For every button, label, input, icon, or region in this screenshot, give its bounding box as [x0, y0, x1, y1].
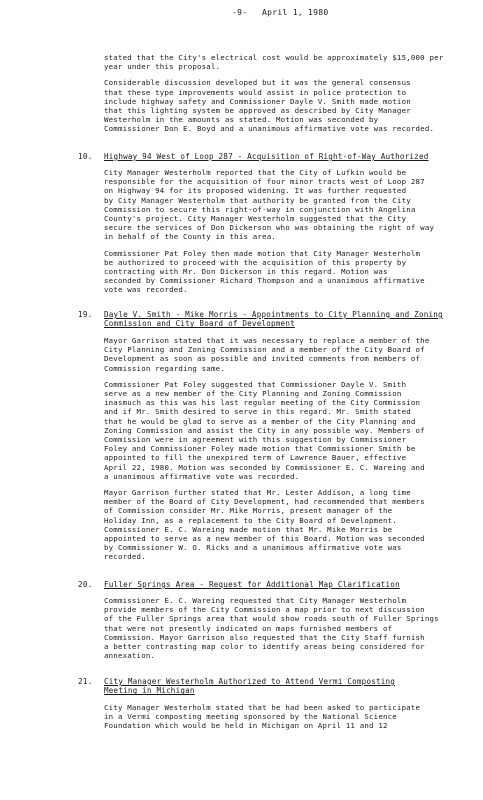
text-line: Zoning Commission and assist the City in any possible way. Members of: [104, 425, 425, 435]
text-line: appointed to fill the unexpired term of Lawrence Bauer, effective: [104, 453, 407, 463]
item-title: [104, 152, 428, 161]
item-body: [104, 703, 444, 738]
title-line: Fuller Springs Area - Request for Additional Map Clarification: [104, 580, 400, 589]
text-line: of the Fuller Springs area that would show roads south of Fuller Springs: [104, 614, 439, 624]
text-line: secure the services of Don Dickerson who was obtaining the right of way: [104, 223, 435, 233]
text-line: member of the Board of City Development, had recommended that members: [104, 497, 425, 507]
text-line: appointed to serve as a new member of this Board. Motion was seconded: [104, 534, 425, 544]
text-line: that were not presently indicated on maps furnished members of: [104, 623, 393, 633]
paragraph: [104, 488, 444, 562]
text-line: Commissioner E. C. Wareing requested that City Manager Westerholm: [104, 596, 407, 605]
text-line: seconded by Commissioner Richard Thompson and a unanimous affirmative: [104, 276, 425, 286]
paragraph: [104, 336, 444, 373]
text-line: annexation.: [104, 651, 156, 661]
item-title: [104, 677, 395, 696]
page-date: April 1, 1980: [262, 8, 329, 17]
text-line: City Planning and Zoning Commission and a member of the City Board of: [104, 345, 425, 355]
title-line: Dayle V. Smith - Mike Morris - Appointments to City Planning and Zoning: [104, 310, 443, 319]
text-line: Westerholm in the amounts as stated. Motion was seconded by: [104, 115, 379, 125]
text-line: Holiday Inn, as a replacement to the City Board of Development.: [104, 515, 397, 525]
item-number: 21.: [78, 677, 93, 686]
paragraph: [104, 380, 444, 481]
paragraph: [104, 168, 444, 242]
text-line: Mayor Garrison stated that it was necessary to replace a member of the: [104, 336, 430, 345]
paragraph: [104, 596, 444, 660]
text-line: Foley and Commissioner Foley made motion that Commissioner Smith be: [104, 444, 416, 454]
item-number: 10.: [78, 152, 93, 161]
text-line: Considerable discussion developed but it was the general consensus: [104, 78, 411, 88]
item-number: 19.: [78, 310, 93, 319]
text-line: by Commissioner W. O. Ricks and a unanimous affirmative vote was: [104, 543, 402, 553]
text-line: and if Mr. Smith desired to serve in this regard. Mr. Smith stated: [104, 407, 411, 417]
text-line: City Manager Westerholm stated that he had been asked to participate: [104, 703, 421, 712]
text-line: City Manager Westerholm reported that the City of Lufkin would be: [104, 168, 407, 177]
text-line: Mayor Garrison further stated that Mr. Lester Addison, a long time: [104, 488, 411, 498]
item-body: [104, 596, 444, 667]
text-line: April 22, 1980. Motion was seconded by Commissioner E. C. Wareing and: [104, 462, 425, 472]
text-line: Commission were in agreement with this suggestion by Commissioner: [104, 435, 407, 445]
title-line: Highway 94 West of Loop 287 - Acquisition of Right-of-Way Authorized: [104, 152, 429, 161]
text-line: serve as a new member of the City Planning and Zoning Commission: [104, 389, 402, 399]
text-line: Commissioner Don E. Boyd and a unanimous affirmative vote was recorded.: [104, 124, 435, 134]
item-title: [104, 580, 400, 589]
title-line: Commission and City Board of Development: [104, 319, 295, 329]
text-line: stated that the City's electrical cost would be approximately $15,000 per: [104, 53, 444, 62]
text-line: contracting with Mr. Don Dickerson in this regard. Motion was: [104, 267, 388, 277]
text-line: include highway safety and Commissioner Dayle V. Smith made motion: [104, 96, 411, 106]
text-line: provide members of the City Commission a map prior to next discussion: [104, 605, 425, 615]
text-line: recorded.: [104, 552, 146, 562]
text-line: that he would be glad to serve as a member of the City Planning and: [104, 416, 416, 426]
paragraph: [104, 78, 444, 133]
text-line: that this lighting system be approved as described by City Manager: [104, 106, 411, 116]
item-number: 20.: [78, 580, 93, 589]
title-line: Meeting in Michigan: [104, 686, 195, 696]
text-line: be authorized to proceed with the acquisition of this property by: [104, 257, 407, 267]
text-line: of Commission consider Mr. Mike Morris, present manager of the: [104, 506, 393, 516]
paragraph: [104, 249, 444, 295]
text-line: Commission regarding same.: [104, 363, 225, 373]
text-line: inasmuch as this was his last regular meeting of the City Commission: [104, 398, 421, 408]
text-line: Commission to secure this right-of-way in conjunction with Angelina: [104, 204, 416, 214]
paragraph: [104, 53, 444, 71]
text-line: in a Vermi composting meeting sponsored by the National Science: [104, 712, 397, 722]
text-line: vote was recorded.: [104, 285, 188, 295]
text-line: Development as soon as possible and invited comments from members of: [104, 354, 421, 364]
page-number: -9-: [232, 8, 248, 17]
text-line: in behalf of the County in this area.: [104, 232, 277, 242]
item-title: [104, 310, 443, 329]
text-line: a unanimous affirmative vote was recorded.: [104, 471, 300, 481]
text-line: year under this proposal.: [104, 62, 221, 72]
item-body: [104, 168, 444, 302]
text-line: Commissioner Pat Foley suggested that Commissioner Dayle V. Smith: [104, 379, 407, 389]
text-line: Commissioner Pat Foley then made motion that City Manager Westerholm: [104, 248, 421, 258]
intro-section: [104, 53, 444, 141]
paragraph: [104, 703, 444, 731]
text-line: by City Manager Westerholm that authority be granted from the City: [104, 195, 411, 205]
text-line: a better contrasting map color to identify areas being considered for: [104, 642, 425, 652]
text-line: on Highway 94 for its proposed widening. It was further requested: [104, 186, 407, 196]
text-line: Commissioner E. C. Wareing made motion that Mr. Mike Morris be: [104, 524, 393, 534]
text-line: County's project. City Manager Westerholm suggested that the City: [104, 214, 407, 224]
title-line: City Manager Westerholm Authorized to Attend Vermi Composting: [104, 677, 396, 686]
text-line: Commission. Mayor Garrison also requested that the City Staff furnish: [104, 632, 425, 642]
text-line: responsible for the acquisition of four minor tracts west of Loop 287: [104, 177, 425, 187]
text-line: Foundation which would be held in Michigan on April 11 and 12: [104, 721, 388, 731]
item-body: [104, 336, 444, 569]
text-line: that these type improvements would assist in police protection to: [104, 87, 407, 97]
